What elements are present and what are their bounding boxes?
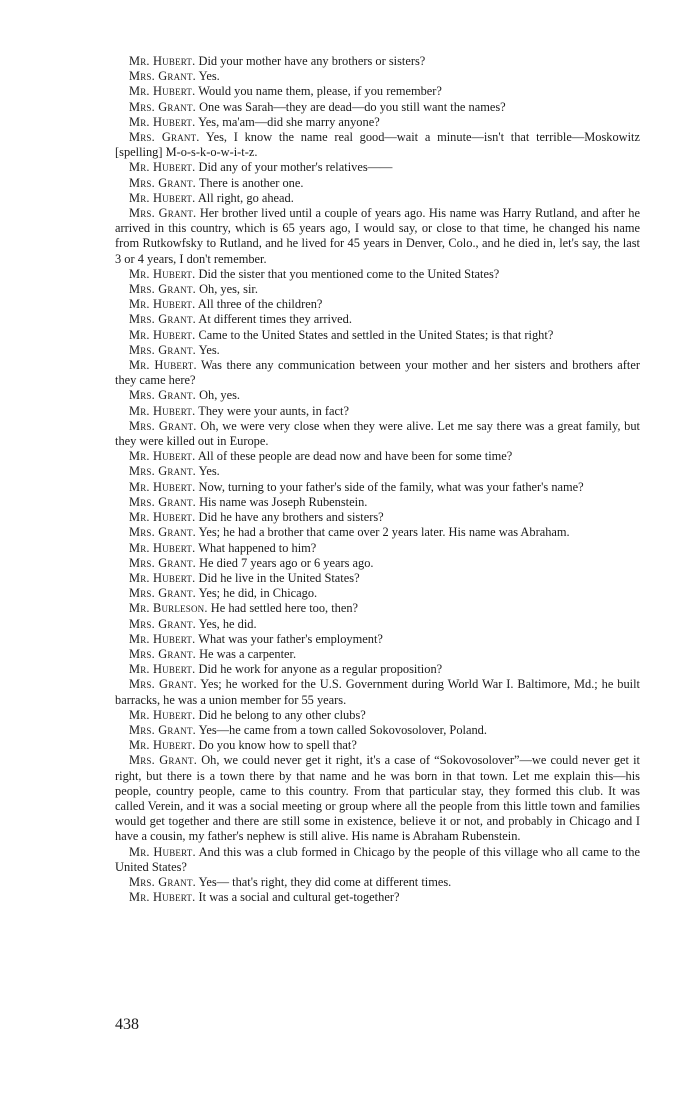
utterance-text: All right, go ahead.: [197, 190, 294, 205]
transcript-line: [115, 267, 640, 282]
transcript-line: [115, 662, 640, 677]
speaker-name: Mrs. Grant.: [129, 586, 196, 601]
transcript-line: [115, 632, 640, 647]
utterance-text: What happened to him?: [198, 540, 317, 555]
utterance-text: Her brother lived until a couple of years ago. His name was Harry Rutland, and after he arrived in this country, which is 65 years ago, I would say, or close to that time, he changed his name from Rutkowfsky to Rutland, and he lived for 45 years in Denver, Colo., and he died in, let's say, the last 3 or 4 years, I don't remember.: [115, 206, 640, 266]
speaker-name: Mr. Hubert.: [129, 266, 196, 281]
utterance-text: Did your mother have any brothers or sisters?: [198, 54, 426, 68]
speaker-name: Mrs. Grant.: [129, 388, 196, 403]
transcript-line: [115, 875, 640, 890]
utterance-text: He was a carpenter.: [199, 646, 297, 661]
speaker-name: Mrs. Grant.: [129, 418, 197, 433]
page-number: 438: [115, 1016, 139, 1033]
utterance-text: One was Sarah—they are dead—do you still want the names?: [199, 99, 506, 114]
transcript-line: [115, 100, 640, 115]
speaker-name: Mrs. Grant.: [129, 312, 196, 327]
utterance-text: His name was Joseph Rubenstein.: [199, 494, 368, 509]
transcript-line: [115, 176, 640, 191]
utterance-text: Do you know how to spell that?: [198, 738, 357, 753]
speaker-name: Mrs. Grant.: [129, 753, 198, 768]
transcript-line: [115, 845, 640, 875]
utterance-text: Would you name them, please, if you remember?: [198, 84, 442, 99]
utterance-text: Oh, yes.: [199, 388, 241, 403]
transcript-line: [115, 480, 640, 495]
speaker-name: Mrs. Grant.: [129, 282, 196, 297]
utterance-text: At different times they arrived.: [198, 312, 352, 327]
utterance-text: Oh, yes, sir.: [199, 282, 258, 297]
speaker-name: Mrs. Grant.: [129, 555, 196, 570]
speaker-name: Mr. Hubert.: [129, 510, 196, 525]
transcript-line: [115, 69, 640, 84]
utterance-text: Oh, we could never get it right, it's a case of “Sokovosolover”—we could never get it right, but there is a town there by that name and he was born in that town. Let me explain this—his people, country people, came to this country. From that particular stay, they formed this club. It was called Verein, and it was a social meeting or group where all the people from this little town and families would get together and there are still some in existence, believe it or not, and probably in Chicago and I have a cousin, my father's nephew is still alive. His name is Abraham Rubenstein.: [115, 753, 640, 844]
transcript-line: [115, 510, 640, 525]
transcript-line: [115, 525, 640, 540]
transcript-line: [115, 723, 640, 738]
utterance-text: Yes.: [198, 464, 220, 479]
transcript-line: [115, 647, 640, 662]
transcript-line: [115, 388, 640, 403]
utterance-text: Was there any communication between your mother and her sisters and brothers after they came here?: [115, 358, 640, 388]
speaker-name: Mrs. Grant.: [129, 175, 196, 190]
transcript-line: [115, 708, 640, 723]
utterance-text: Yes— that's right, they did come at different times.: [198, 874, 452, 889]
utterance-text: Yes—he came from a town called Sokovosolover, Poland.: [198, 722, 487, 737]
utterance-text: He had settled here too, then?: [210, 601, 359, 616]
speaker-name: Mr. Hubert.: [129, 449, 196, 464]
utterance-text: Yes.: [198, 69, 220, 84]
speaker-name: Mr. Hubert.: [129, 631, 196, 646]
utterance-text: Did the sister that you mentioned come to the United States?: [198, 266, 500, 281]
speaker-name: Mr. Hubert.: [129, 540, 196, 555]
transcript-line: [115, 890, 640, 905]
utterance-text: Yes.: [198, 342, 220, 357]
speaker-name: Mrs. Grant.: [129, 525, 196, 540]
speaker-name: Mrs. Grant.: [129, 874, 196, 889]
speaker-name: Mrs. Grant.: [129, 616, 196, 631]
transcript-line: [115, 282, 640, 297]
transcript-line: [115, 586, 640, 601]
speaker-name: Mr. Hubert.: [129, 84, 196, 99]
speaker-name: Mr. Hubert.: [129, 358, 197, 373]
utterance-text: It was a social and cultural get-together?: [198, 890, 400, 905]
utterance-text: Yes, ma'am—did she marry anyone?: [198, 114, 380, 129]
speaker-name: Mr. Hubert.: [129, 844, 196, 859]
transcript-body: [115, 54, 640, 905]
speaker-name: Mr. Hubert.: [129, 662, 196, 677]
transcript-line: [115, 571, 640, 586]
transcript-line: [115, 753, 640, 844]
utterance-text: Yes, I know the name real good—wait a minute—isn't that terrible—Moskowitz [spelling] M-o-s-k-o-w-i-t-z.: [115, 130, 641, 160]
utterance-text: Yes; he worked for the U.S. Government during World War I. Baltimore, Md.; he built barracks, he was a union member for 55 years.: [115, 677, 640, 707]
speaker-name: Mrs. Grant.: [129, 722, 196, 737]
utterance-text: All three of the children?: [197, 297, 323, 312]
speaker-name: Mr. Hubert.: [129, 479, 196, 494]
utterance-text: There is another one.: [198, 175, 304, 190]
speaker-name: Mr. Hubert.: [129, 114, 196, 129]
utterance-text: And this was a club formed in Chicago by the people of this village who all came to the United States?: [115, 844, 641, 874]
speaker-name: Mr. Hubert.: [129, 403, 196, 418]
transcript-line: [115, 312, 640, 327]
transcript-line: [115, 206, 640, 267]
speaker-name: Mrs. Grant.: [129, 494, 196, 509]
utterance-text: Yes; he had a brother that came over 2 years later. His name was Abraham.: [198, 525, 570, 540]
utterance-text: Now, turning to your father's side of the family, what was your father's name?: [198, 479, 584, 494]
speaker-name: Mrs. Grant.: [129, 69, 196, 84]
speaker-name: Mrs. Grant.: [129, 206, 197, 221]
utterance-text: What was your father's employment?: [198, 631, 383, 646]
speaker-name: Mrs. Grant.: [129, 464, 196, 479]
transcript-line: [115, 115, 640, 130]
speaker-name: Mr. Hubert.: [129, 327, 196, 342]
utterance-text: They were your aunts, in fact?: [198, 403, 349, 418]
transcript-line: [115, 601, 640, 616]
transcript-line: [115, 54, 640, 69]
speaker-name: Mr. Hubert.: [129, 890, 196, 905]
transcript-line: [115, 130, 640, 160]
utterance-text: Did he belong to any other clubs?: [198, 707, 366, 722]
utterance-text: Did any of your mother's relatives——: [198, 160, 393, 175]
transcript-line: [115, 464, 640, 479]
speaker-name: Mrs. Grant.: [129, 342, 196, 357]
speaker-name: Mrs. Grant.: [129, 130, 200, 145]
speaker-name: Mrs. Grant.: [129, 99, 196, 114]
transcript-line: [115, 297, 640, 312]
utterance-text: Yes; he did, in Chicago.: [198, 586, 318, 601]
speaker-name: Mrs. Grant.: [129, 677, 197, 692]
transcript-line: [115, 677, 640, 707]
utterance-text: All of these people are dead now and have been for some time?: [197, 449, 513, 464]
transcript-line: [115, 449, 640, 464]
speaker-name: Mr. Hubert.: [129, 570, 196, 585]
transcript-line: [115, 495, 640, 510]
utterance-text: He died 7 years ago or 6 years ago.: [199, 555, 374, 570]
speaker-name: Mr. Burleson.: [129, 601, 208, 616]
transcript-line: [115, 160, 640, 175]
speaker-name: Mr. Hubert.: [129, 738, 196, 753]
transcript-line: [115, 328, 640, 343]
utterance-text: Yes, he did.: [198, 616, 257, 631]
transcript-line: [115, 556, 640, 571]
utterance-text: Came to the United States and settled in the United States; is that right?: [198, 327, 554, 342]
speaker-name: Mr. Hubert.: [129, 190, 196, 205]
utterance-text: Did he work for anyone as a regular proposition?: [198, 662, 443, 677]
transcript-line: [115, 358, 640, 388]
transcript-line: [115, 404, 640, 419]
speaker-name: Mr. Hubert.: [129, 707, 196, 722]
transcript-line: [115, 738, 640, 753]
transcript-line: [115, 617, 640, 632]
utterance-text: Oh, we were very close when they were alive. Let me say there was a great family, but they were killed out in Europe.: [115, 418, 641, 449]
utterance-text: Did he live in the United States?: [198, 570, 360, 585]
speaker-name: Mr. Hubert.: [129, 297, 196, 312]
speaker-name: Mr. Hubert.: [129, 54, 196, 68]
transcript-line: [115, 191, 640, 206]
transcript-line: [115, 343, 640, 358]
speaker-name: Mr. Hubert.: [129, 160, 196, 175]
speaker-name: Mrs. Grant.: [129, 646, 196, 661]
transcript-line: [115, 84, 640, 99]
utterance-text: Did he have any brothers and sisters?: [198, 510, 384, 525]
transcript-line: [115, 541, 640, 556]
transcript-line: [115, 419, 640, 449]
